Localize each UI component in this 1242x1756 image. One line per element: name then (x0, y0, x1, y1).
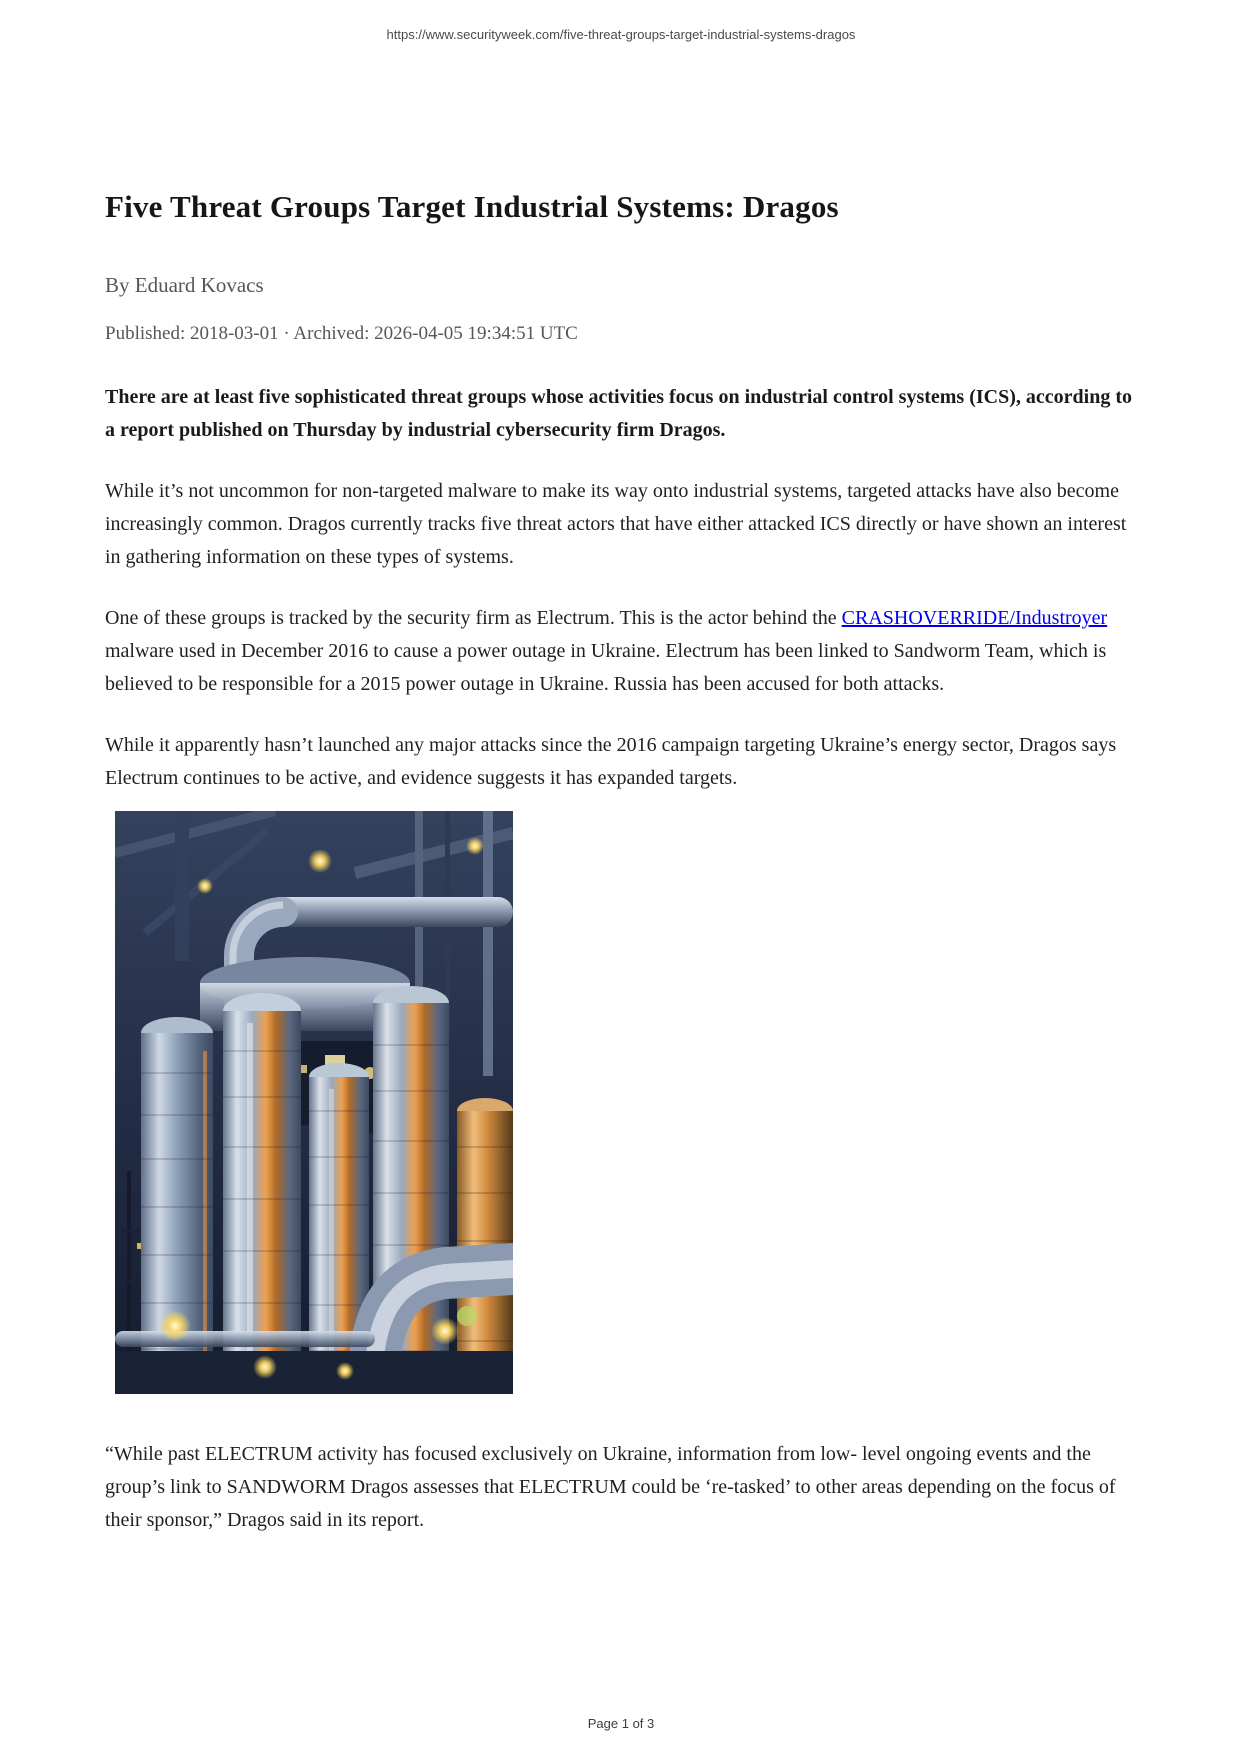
paragraph-text: malware used in December 2016 to cause a power outage in Ukraine. Electrum has been linked to Sandworm Team, which is believed to be responsible for a 2015 power outage in Ukraine. Russia has been accused for both attacks. (105, 640, 1107, 695)
article-paragraph: While it apparently hasn’t launched any major attacks since the 2016 campaign targeting Ukraine’s energy sector, Dragos says Electrum continues to be active, and evidence suggests it has expanded targets. (105, 734, 1117, 789)
article-paragraph (105, 602, 1137, 701)
article-byline: By Eduard Kovacs (105, 273, 264, 297)
paragraph-text: One of these groups is tracked by the security firm as Electrum. This is the actor behind the (105, 607, 842, 629)
article-title: Five Threat Groups Target Industrial Systems: Dragos (105, 189, 839, 224)
article-paragraph: “While past ELECTRUM activity has focused exclusively on Ukraine, information from low- level ongoing events and the group’s link to SANDWORM Dragos assesses that ELECTRUM could be ‘re-tasked’ to other areas depending on the focus of their sponsor,” Dragos said in its report. (105, 1443, 1116, 1531)
header-url: https://www.securityweek.com/five-threat-groups-target-industrial-systems-dragos (386, 27, 856, 42)
article-paragraph: While it’s not uncommon for non-targeted malware to make its way onto industrial systems, targeted attacks have also become increasingly common. Dragos currently tracks five threat actors that have either attacked ICS directly or have shown an interest in gathering information on these types of systems. (105, 480, 1127, 568)
article-lead-paragraph: There are at least five sophisticated threat groups whose activities focus on industrial control systems (ICS), according to a report published on Thursday by industrial cybersecurity firm Dragos. (105, 386, 1132, 441)
article-meta: Published: 2018-03-01 · Archived: 2026-04-05 19:34:51 UTC (105, 323, 578, 344)
industrial-plant-photo (115, 811, 513, 1394)
page-number: Page 1 of 3 (587, 1716, 655, 1731)
article (105, 188, 1137, 1565)
industrial-plant-photo-art (115, 811, 513, 1394)
crashoverride-link[interactable]: CRASHOVERRIDE/Industroyer (841, 607, 1108, 629)
